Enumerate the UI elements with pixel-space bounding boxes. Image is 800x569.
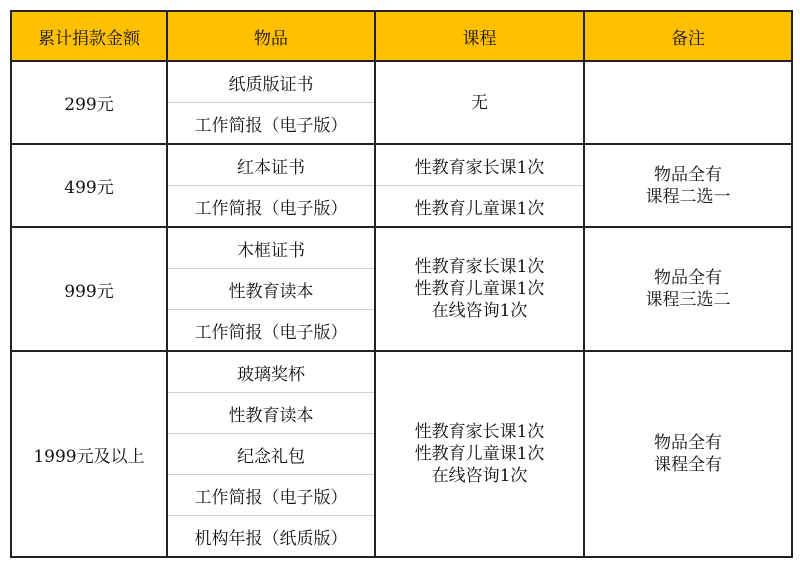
item-cell: 性教育读本 [167, 269, 375, 310]
course-cell: 性教育儿童课1次 [375, 186, 584, 228]
amount-cell: 299元 [11, 61, 167, 144]
course-line: 无 [471, 92, 488, 113]
item-cell: 工作简报（电子版） [167, 103, 375, 145]
note-line: 物品全有 [654, 164, 722, 185]
item-cell: 机构年报（纸质版） [167, 516, 375, 558]
header-course: 课程 [375, 11, 584, 61]
item-cell: 玻璃奖杯 [167, 351, 375, 393]
item-cell: 红本证书 [167, 144, 375, 186]
table-row [11, 351, 792, 393]
course-line: 在线咨询1次 [431, 301, 528, 321]
item-cell: 工作简报（电子版） [167, 186, 375, 228]
note-cell [584, 61, 792, 144]
table-row [11, 61, 792, 103]
table-row [11, 144, 792, 186]
header-row [11, 11, 792, 61]
item-cell: 木框证书 [167, 227, 375, 269]
note-cell [584, 144, 792, 227]
course-cell: 性教育家长课1次 [375, 144, 584, 186]
donation-tier-table [10, 10, 793, 558]
note-line: 物品全有 [654, 268, 722, 288]
note-line: 课程三选二 [645, 290, 731, 310]
course-cell [375, 227, 584, 351]
item-cell: 工作简报（电子版） [167, 475, 375, 516]
note-line: 课程全有 [654, 455, 722, 475]
course-line: 性教育家长课1次 [414, 422, 545, 442]
amount-cell: 999元 [11, 227, 167, 351]
item-cell: 纸质版证书 [167, 61, 375, 103]
course-line: 性教育家长课1次 [414, 257, 545, 277]
course-cell [375, 61, 584, 144]
item-cell: 工作简报（电子版） [167, 310, 375, 352]
header-amount: 累计捐款金额 [11, 11, 167, 61]
note-cell [584, 227, 792, 351]
course-line: 性教育儿童课1次 [414, 444, 545, 464]
note-line: 物品全有 [654, 433, 722, 453]
course-line: 性教育儿童课1次 [414, 279, 545, 299]
header-items: 物品 [167, 11, 375, 61]
item-cell: 纪念礼包 [167, 434, 375, 475]
header-note: 备注 [584, 11, 792, 61]
item-cell: 性教育读本 [167, 393, 375, 434]
course-line: 在线咨询1次 [431, 466, 528, 486]
table-row [11, 227, 792, 269]
amount-cell: 1999元及以上 [11, 351, 167, 557]
course-cell [375, 351, 584, 557]
note-cell [584, 351, 792, 557]
amount-cell: 499元 [11, 144, 167, 227]
note-line: 课程二选一 [645, 186, 731, 207]
